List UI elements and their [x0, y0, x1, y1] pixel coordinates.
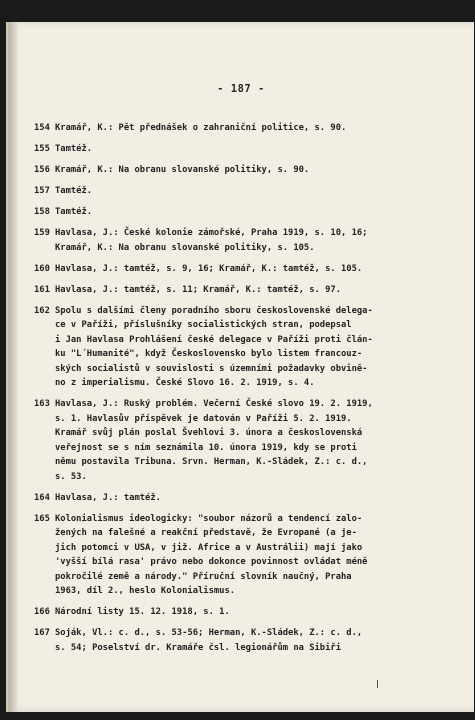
footnote-line: Kramář, K.: Na obranu slovanské politiky, s. 90.	[55, 165, 310, 175]
footnote-line: Tamtéž.	[55, 207, 93, 217]
footnote-text	[55, 605, 444, 620]
footnote-line: 'vyšší bílá rasa' právo nebo dokonce povinnost ovládat méně	[55, 557, 368, 567]
footnote-line: Kramář, K.: Na obranu slovanské politiky, s. 105.	[55, 242, 315, 253]
footnote-line: ských socialistů v souvislosti s územními požadavky obvině-	[55, 363, 368, 374]
page-number: - 187 -	[217, 83, 265, 95]
footnote-number: 167	[34, 628, 50, 638]
footnote-number: 164	[34, 492, 50, 503]
footnote-item	[34, 262, 444, 277]
footnote-line: pokročilé země a národy." Příruční slovník naučný, Praha	[55, 571, 352, 582]
footnote-item	[34, 283, 444, 298]
footnote-text	[55, 304, 444, 391]
footnote-line: ce v Paříži, příslušníky socialistických stran, podepsal	[55, 320, 352, 330]
footnote-number: 154	[34, 123, 50, 133]
document-page	[6, 22, 474, 712]
footnote-line: s. 54; Poselství dr. Kramáře čsl. legionářům na Sibiři	[55, 642, 341, 653]
footnote-text	[55, 491, 444, 506]
footnote-text	[55, 226, 444, 255]
footnote-line: Havlasa, J.: tamtéž, s. 9, 16; Kramář, K.: tamtéž, s. 105.	[55, 263, 363, 274]
footnote-text	[55, 163, 444, 178]
footnote-text	[55, 262, 444, 277]
footnote-number: 156	[34, 165, 50, 175]
footnote-item	[34, 304, 444, 391]
footnote-text	[55, 205, 444, 220]
footnote-line: 1963, díl 2., heslo Kolonialismus.	[55, 586, 236, 596]
footnote-number: 162	[34, 305, 50, 316]
footnote-number: 166	[34, 607, 50, 617]
footnote-line: Havlasa, J.: tamtéž, s. 11; Kramář, K.: tamtéž, s. 97.	[55, 284, 341, 295]
footnote-text	[55, 142, 444, 157]
footnote-item	[34, 163, 444, 178]
footnote-item	[34, 397, 444, 484]
footnote-line: Soják, Vl.: c. d., s. 53-56; Herman, K.-Sládek, Z.: c. d.,	[55, 628, 363, 638]
footnote-number: 157	[34, 186, 50, 196]
footnote-line: Havlasa, J.: České kolonie zámořské, Praha 1919, s. 10, 16;	[55, 228, 368, 238]
footnote-item	[34, 226, 444, 255]
footnote-line: jich potomci v USA, v již. Africe a v Austrálii) mají jako	[55, 542, 363, 553]
footnote-number: 155	[34, 144, 50, 154]
footnote-number: 161	[34, 284, 50, 295]
footnote-line: žených na falešné a reakční představě, že Evropané (a je-	[55, 528, 357, 538]
footnote-item	[34, 205, 444, 220]
footnote-line: s. 53.	[55, 471, 87, 482]
footnote-line: Tamtéž.	[55, 186, 93, 196]
footnote-line: Tamtéž.	[55, 144, 93, 154]
footnote-item	[34, 605, 444, 620]
footnote-text	[55, 626, 444, 655]
footnote-number: 165	[34, 513, 50, 524]
footnote-line: němu postavila Tribuna. Srvn. Herman, K.-Sládek, Z.: c. d.,	[55, 457, 368, 467]
footnote-number: 159	[34, 228, 50, 238]
pencil-mark	[377, 680, 378, 688]
footnote-item	[34, 512, 444, 599]
footnote-text	[55, 121, 444, 136]
footnote-line: i Jan Havlasa Prohlášení české delegace v Paříži proti člán-	[55, 334, 373, 345]
footnote-text	[55, 397, 444, 484]
footnote-line: Havlasa, J.: Ruský problém. Večerní České slovo 19. 2. 1919,	[55, 399, 373, 409]
footnote-line: veřejnost se s ním seznámila 10. února 1919, kdy se proti	[55, 442, 357, 453]
footnote-line: Havlasa, J.: tamtéž.	[55, 492, 161, 503]
footnote-line: no z imperialismu. České Slovo 16. 2. 1919, s. 4.	[55, 378, 315, 388]
footnote-number: 158	[34, 207, 50, 217]
footnote-line: Spolu s dalšími členy poradního sboru československé delega-	[55, 305, 373, 316]
footnote-item	[34, 121, 444, 136]
footnote-item	[34, 184, 444, 199]
footnote-number: 160	[34, 263, 50, 274]
footnote-text	[55, 283, 444, 298]
footnotes-list	[34, 121, 444, 662]
footnote-number: 163	[34, 399, 50, 409]
footnote-line: Kramář, K.: Pět přednášek o zahraniční politice, s. 90.	[55, 123, 347, 133]
footnote-item	[34, 626, 444, 655]
page-gutter-shadow	[8, 22, 18, 712]
footnote-line: Kramář svůj plán poslal Švehlovi 3. února a československá	[55, 428, 363, 438]
footnote-item	[34, 142, 444, 157]
footnote-line: s. 1. Havlasův příspěvek je datován v Paříži 5. 2. 1919.	[55, 413, 352, 424]
footnote-item	[34, 491, 444, 506]
footnote-text	[55, 512, 444, 599]
footnote-text	[55, 184, 444, 199]
footnote-line: ku "L´Humanité", když Československo bylo listem francouz-	[55, 349, 363, 359]
footnote-line: Národní listy 15. 12. 1918, s. 1.	[55, 607, 230, 617]
footnote-line: Kolonialismus ideologicky: "soubor názorů a tendencí zalo-	[55, 513, 363, 524]
